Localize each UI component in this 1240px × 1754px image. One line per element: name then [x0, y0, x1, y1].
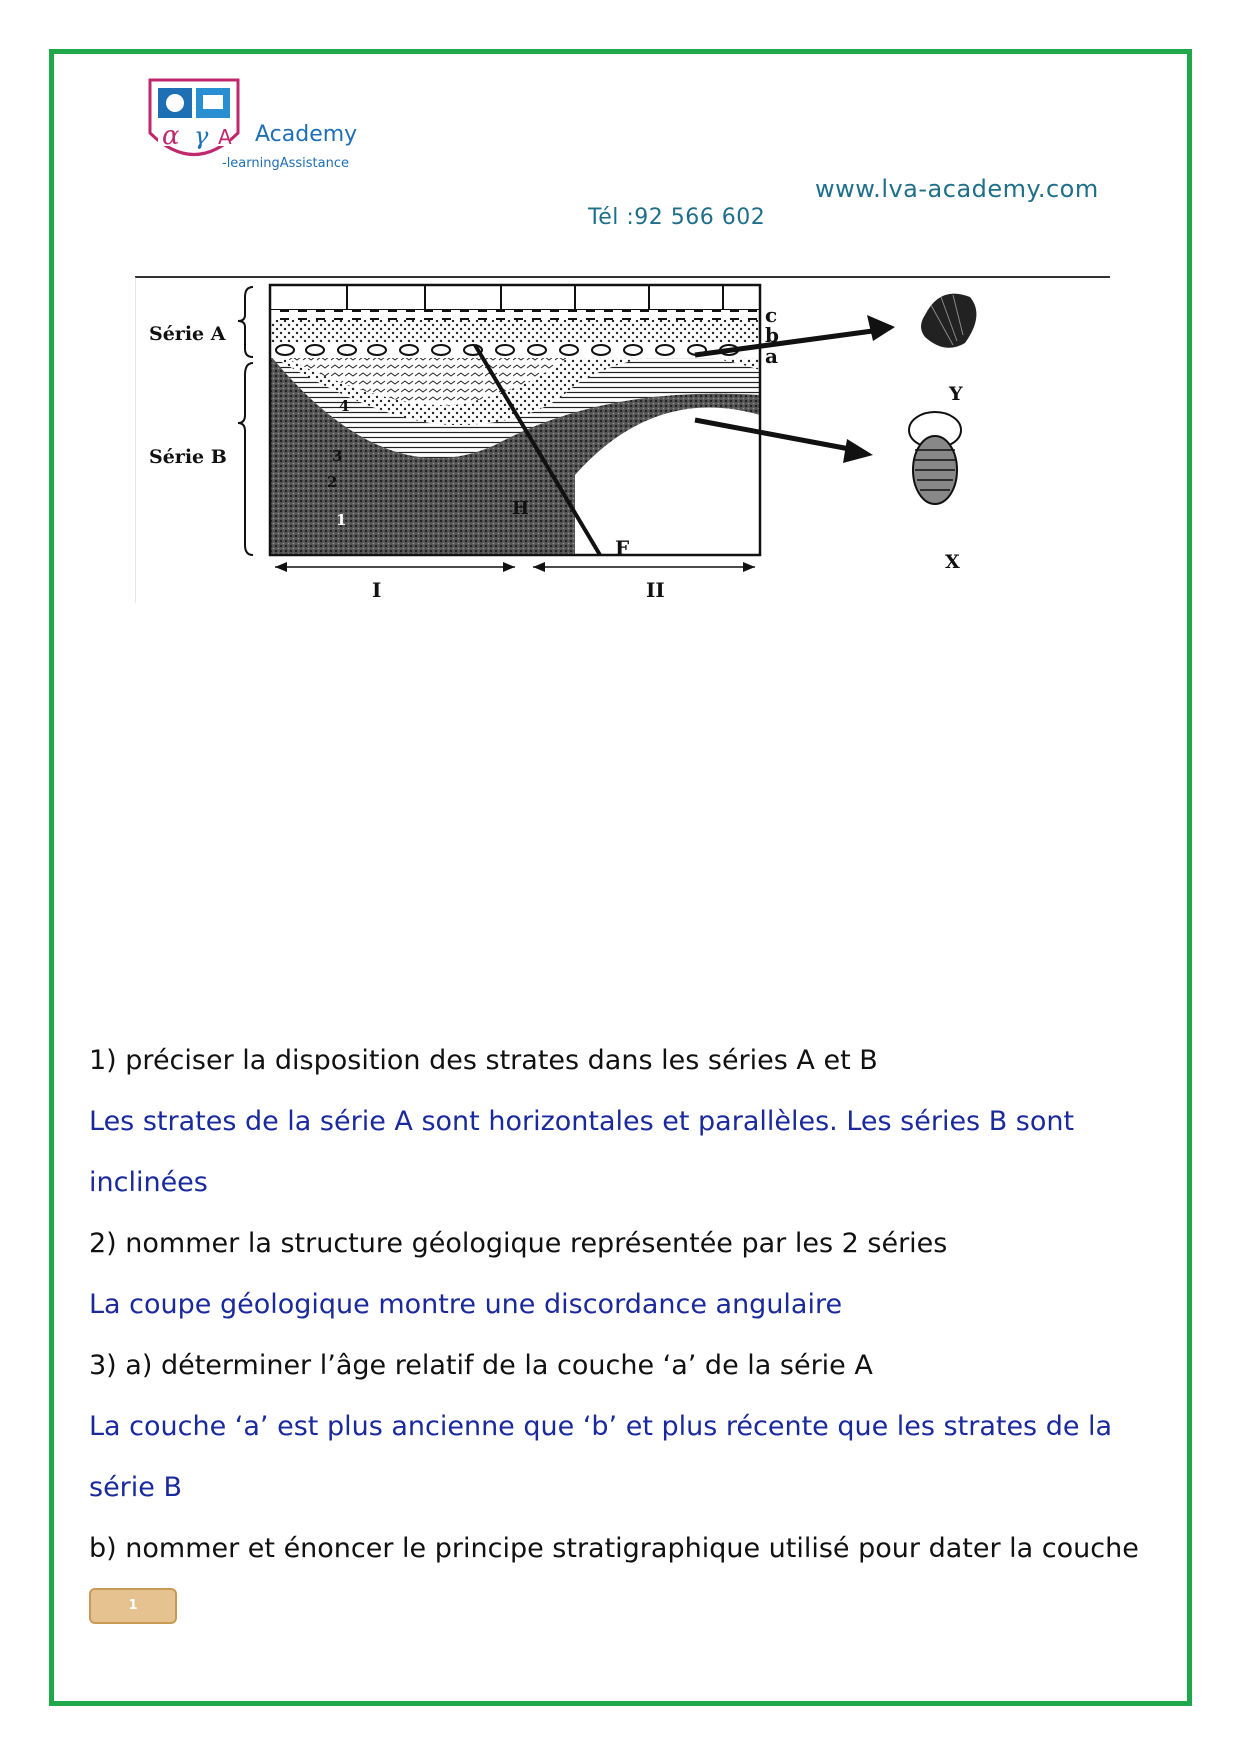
point-h-label: H — [512, 498, 530, 519]
question-line: 2) nommer la structure géologique représentée par les 2 séries — [89, 1228, 948, 1259]
logo-subtitle: -learningAssistance — [222, 156, 349, 171]
fossil-y-label: Y — [949, 383, 963, 405]
answer-line: La couche ‘a’ est plus ancienne que ‘b’ et plus récente que les strates de la — [89, 1411, 1113, 1442]
question-line: 3) a) déterminer l’âge relatif de la couche ‘a’ de la série A — [89, 1350, 873, 1381]
series-a-label: Série A — [149, 323, 226, 345]
layer-1-label: 1 — [336, 511, 347, 529]
answer-line: inclinées — [89, 1167, 208, 1198]
logo-title: Academy — [255, 122, 358, 147]
question-line: 1) préciser la disposition des strates dans les séries A et B — [89, 1045, 878, 1076]
question-line: b) nommer et énoncer le principe stratigraphique utilisé pour dater la couche — [89, 1533, 1139, 1564]
fault-label: F — [615, 536, 630, 560]
zone-i-label: I — [372, 578, 382, 602]
layer-3-label: 3 — [332, 447, 343, 465]
layer-a-label: a — [765, 344, 778, 368]
fossil-shell-icon — [921, 294, 976, 348]
layer-b-label: b — [765, 323, 779, 347]
geological-section-figure — [135, 275, 1110, 605]
layer-2-label: 2 — [327, 473, 338, 491]
zone-ii-label: II — [646, 578, 665, 602]
svg-text:α: α — [162, 121, 180, 151]
fossil-trilobite-icon — [909, 412, 961, 504]
layer-c-label: c — [765, 303, 778, 327]
series-b-label: Série B — [149, 446, 227, 468]
answer-line: Les strates de la série A sont horizontales et parallèles. Les séries B sont — [89, 1106, 1075, 1137]
svg-text:A: A — [218, 125, 232, 149]
answer-line: série B — [89, 1472, 182, 1503]
question-answer-block — [89, 1030, 1149, 1579]
layer-4-label: 4 — [339, 397, 350, 415]
page-number-badge: 1 — [89, 1588, 177, 1624]
fossil-x-label: X — [945, 551, 960, 573]
answer-line: La coupe géologique montre une discordance angulaire — [89, 1289, 843, 1320]
phone-number: Tél :92 566 602 — [588, 205, 766, 230]
svg-text:γ: γ — [194, 122, 209, 150]
website-link[interactable]: www.lva-academy.com — [815, 175, 1099, 203]
